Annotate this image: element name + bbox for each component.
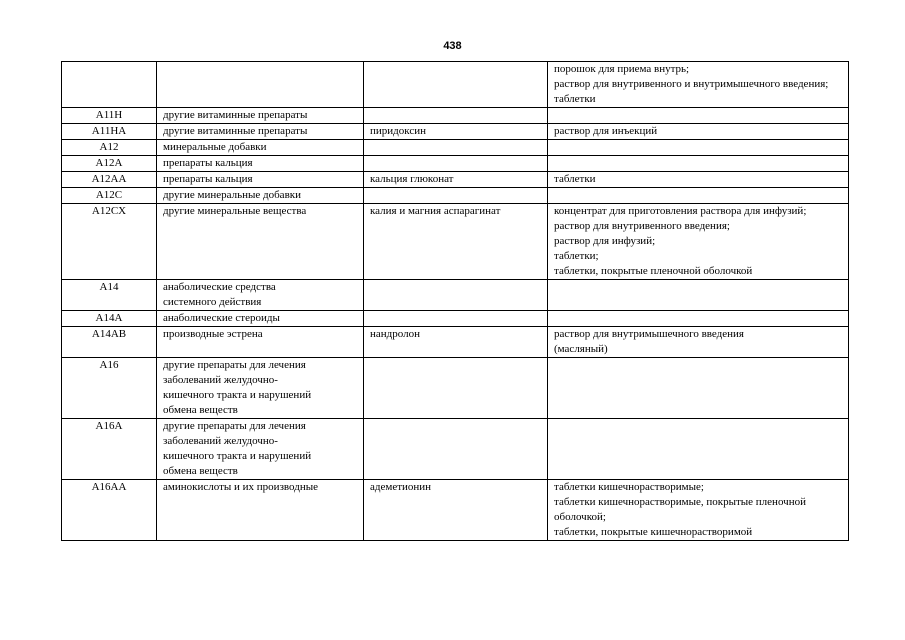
medication-table (61, 61, 849, 541)
drug-name-cell (364, 188, 548, 204)
atc-code-cell: A12C (62, 188, 157, 204)
table-row (62, 358, 849, 419)
group-name-cell: другие минеральные вещества (157, 204, 364, 280)
dosage-form-cell: порошок для приема внутрь; раствор для внутривенного и внутримышечного введения; таблетки (548, 62, 849, 108)
atc-code-cell: A16AA (62, 480, 157, 541)
atc-code-cell: A14AB (62, 327, 157, 358)
drug-name-cell (364, 140, 548, 156)
dosage-form-cell: раствор для инъекций (548, 124, 849, 140)
dosage-form-cell: таблетки (548, 172, 849, 188)
dosage-form-cell (548, 358, 849, 419)
drug-name-cell: калия и магния аспарагинат (364, 204, 548, 280)
drug-name-cell (364, 358, 548, 419)
table-row (62, 140, 849, 156)
table-row (62, 204, 849, 280)
group-name-cell: другие минеральные добавки (157, 188, 364, 204)
table-row (62, 419, 849, 480)
dosage-form-cell (548, 188, 849, 204)
drug-name-cell: нандролон (364, 327, 548, 358)
dosage-form-cell: таблетки кишечнорастворимые; таблетки кишечнорастворимые, покрытые пленочной оболочкой; таблетки, покрытые кишечнорастворимой (548, 480, 849, 541)
drug-name-cell (364, 108, 548, 124)
atc-code-cell: A14 (62, 280, 157, 311)
table-row (62, 172, 849, 188)
table-body (62, 62, 849, 541)
page-number: 438 (443, 40, 462, 52)
table-row (62, 62, 849, 108)
drug-name-cell (364, 156, 548, 172)
drug-name-cell (364, 280, 548, 311)
drug-name-cell (364, 62, 548, 108)
table-row (62, 124, 849, 140)
group-name-cell: другие препараты для лечения заболеваний желудочно- кишечного тракта и нарушений обмена веществ (157, 358, 364, 419)
group-name-cell: минеральные добавки (157, 140, 364, 156)
group-name-cell: препараты кальция (157, 172, 364, 188)
table-row (62, 480, 849, 541)
drug-name-cell (364, 419, 548, 480)
dosage-form-cell: раствор для внутримышечного введения (масляный) (548, 327, 849, 358)
group-name-cell: другие препараты для лечения заболеваний желудочно- кишечного тракта и нарушений обмена веществ (157, 419, 364, 480)
dosage-form-cell (548, 156, 849, 172)
dosage-form-cell (548, 280, 849, 311)
table-row (62, 280, 849, 311)
table-row (62, 327, 849, 358)
group-name-cell: препараты кальция (157, 156, 364, 172)
atc-code-cell: A16 (62, 358, 157, 419)
dosage-form-cell (548, 311, 849, 327)
group-name-cell: другие витаминные препараты (157, 124, 364, 140)
atc-code-cell: A12A (62, 156, 157, 172)
group-name-cell: аминокислоты и их производные (157, 480, 364, 541)
group-name-cell: анаболические средства системного действия (157, 280, 364, 311)
drug-name-cell: кальция глюконат (364, 172, 548, 188)
table-row (62, 108, 849, 124)
table-row (62, 311, 849, 327)
atc-code-cell: A16A (62, 419, 157, 480)
atc-code-cell: A11H (62, 108, 157, 124)
group-name-cell (157, 62, 364, 108)
dosage-form-cell (548, 140, 849, 156)
drug-name-cell: адеметионин (364, 480, 548, 541)
atc-code-cell: A11HA (62, 124, 157, 140)
group-name-cell: анаболические стероиды (157, 311, 364, 327)
atc-code-cell: A12AA (62, 172, 157, 188)
atc-code-cell: A12CX (62, 204, 157, 280)
table-row (62, 188, 849, 204)
atc-code-cell: A12 (62, 140, 157, 156)
dosage-form-cell: концентрат для приготовления раствора для инфузий; раствор для внутривенного введения; раствор для инфузий; таблетки; таблетки, покрытые пленочной оболочкой (548, 204, 849, 280)
drug-name-cell (364, 311, 548, 327)
dosage-form-cell (548, 108, 849, 124)
group-name-cell: производные эстрена (157, 327, 364, 358)
atc-code-cell: A14A (62, 311, 157, 327)
atc-code-cell (62, 62, 157, 108)
group-name-cell: другие витаминные препараты (157, 108, 364, 124)
dosage-form-cell (548, 419, 849, 480)
table-row (62, 156, 849, 172)
drug-name-cell: пиридоксин (364, 124, 548, 140)
